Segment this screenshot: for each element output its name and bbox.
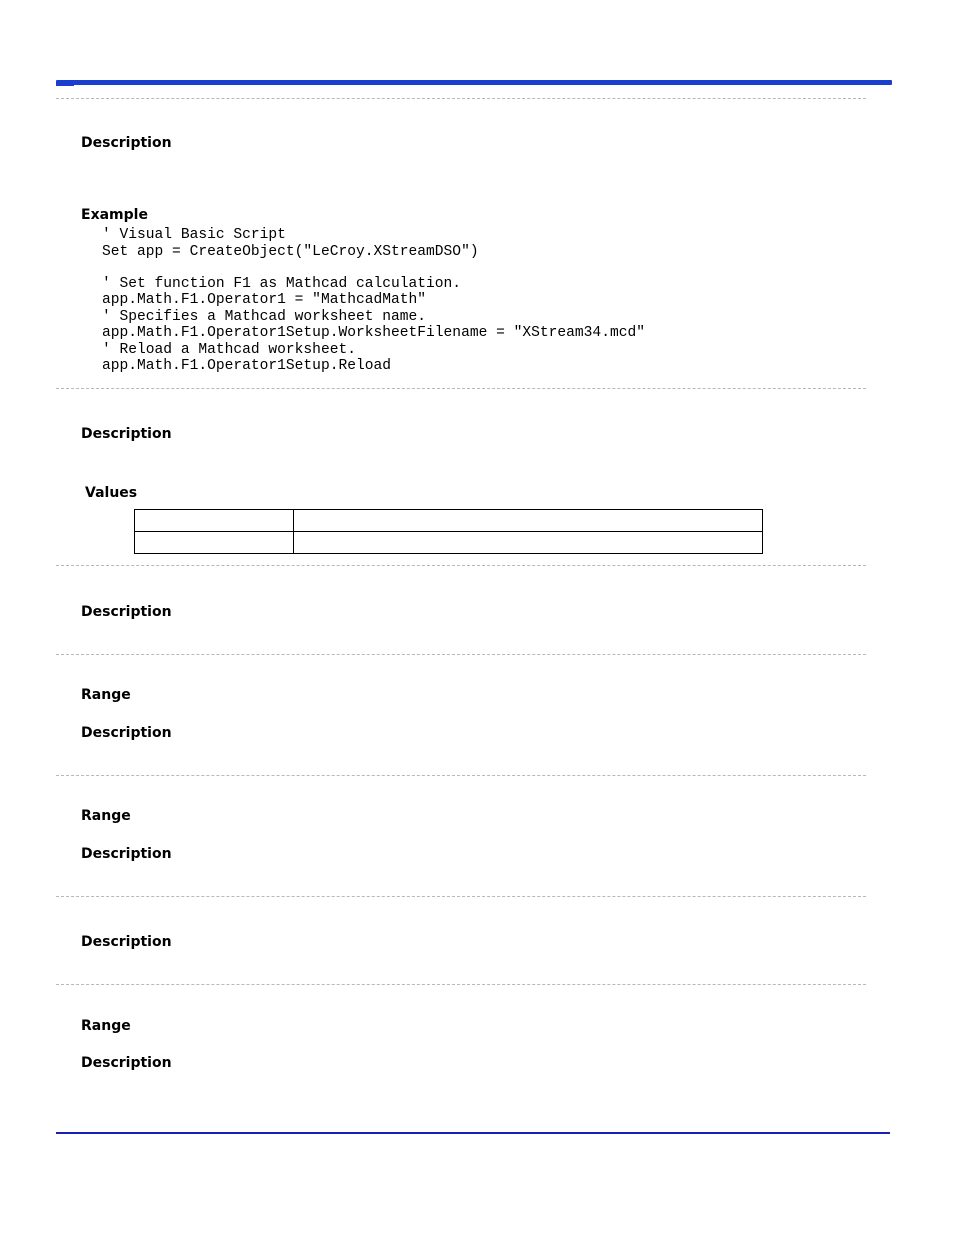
description-heading: Description: [81, 846, 172, 862]
section-separator: [56, 388, 866, 389]
code-line: ' Reload a Mathcad worksheet.: [102, 341, 356, 358]
values-heading: Values: [85, 485, 138, 501]
code-line: Set app = CreateObject("LeCroy.XStreamDSO"): [102, 243, 479, 260]
code-example: [102, 227, 645, 375]
header-rule: [56, 80, 892, 85]
range-heading: Range: [81, 1018, 131, 1034]
table-row: [135, 510, 763, 532]
section-separator: [56, 896, 866, 897]
section-separator: [56, 654, 866, 655]
example-heading: Example: [81, 207, 148, 223]
description-heading: Description: [81, 426, 172, 442]
table-cell: [135, 532, 294, 554]
code-line: ' Specifies a Mathcad worksheet name.: [102, 308, 427, 325]
footer-rule: [56, 1132, 890, 1134]
description-heading: Description: [81, 725, 172, 741]
section-separator: [56, 565, 866, 566]
code-line: app.Math.F1.Operator1 = "MathcadMath": [102, 292, 427, 308]
description-heading: Description: [81, 1055, 172, 1071]
table-cell: [294, 510, 763, 532]
description-heading: Description: [81, 135, 172, 151]
table-cell: [135, 510, 294, 532]
section-separator: [56, 775, 866, 776]
section-separator: [56, 98, 866, 99]
range-heading: Range: [81, 687, 131, 703]
values-table: [134, 509, 763, 554]
code-line: ' Visual Basic Script: [102, 227, 286, 243]
table-cell: [294, 532, 763, 554]
description-heading: Description: [81, 934, 172, 950]
code-line: app.Math.F1.Operator1Setup.WorksheetFilename = "XStream34.mcd": [102, 325, 645, 341]
code-line: app.Math.F1.Operator1Setup.Reload: [102, 358, 392, 374]
table-row: [135, 532, 763, 554]
code-blank-line: [102, 260, 645, 276]
description-heading: Description: [81, 604, 172, 620]
code-line: ' Set function F1 as Mathcad calculation.: [102, 275, 462, 292]
header-rule-accent: [56, 84, 74, 86]
section-separator: [56, 984, 866, 985]
range-heading: Range: [81, 808, 131, 824]
